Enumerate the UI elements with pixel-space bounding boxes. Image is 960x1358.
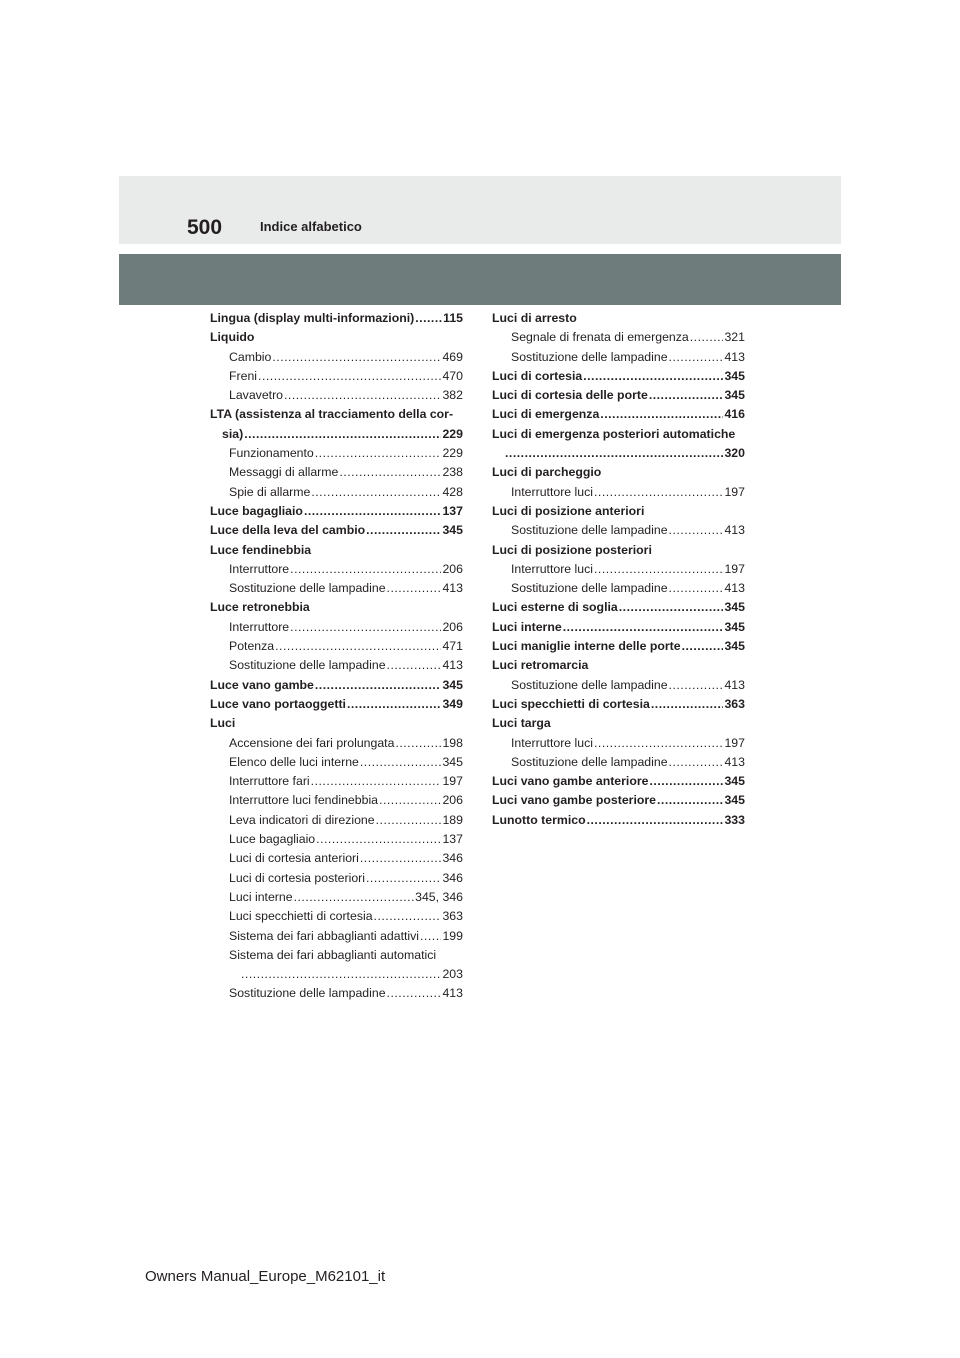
index-entry-page: 199 <box>442 928 463 943</box>
index-entry-page: 206 <box>442 561 463 576</box>
leader-dots <box>669 348 724 367</box>
index-entry-page: 413 <box>442 658 463 673</box>
index-entry-page: 197 <box>724 484 745 499</box>
index-column-left <box>210 309 463 1004</box>
footer-text: Owners Manual_Europe_M62101_it <box>145 1268 386 1285</box>
leader-dots <box>387 579 442 598</box>
index-entry-label: Luci interne <box>229 889 293 904</box>
index-entry <box>492 483 745 502</box>
index-entry-label: Interruttore luci <box>511 561 594 576</box>
index-entry-page: 197 <box>724 561 745 576</box>
index-entry <box>492 695 745 714</box>
leader-dots <box>272 348 441 367</box>
index-entry <box>492 521 745 540</box>
index-entry-label: Luci specchietti di cortesia <box>229 909 373 924</box>
index-entry-label: Luci di cortesia <box>492 368 583 383</box>
index-entry <box>492 367 745 386</box>
index-entry-page: 345 <box>724 368 745 383</box>
index-entry <box>210 965 463 984</box>
index-entry-page: 469 <box>442 349 463 364</box>
index-entry-page: 345 <box>724 388 745 403</box>
index-entry-page: 413 <box>724 349 745 364</box>
index-entry-label: Sostituzione delle lampadine <box>511 523 668 538</box>
leader-dots <box>374 907 442 926</box>
leader-dots <box>387 984 442 1003</box>
index-entry <box>210 309 463 328</box>
index-entry-page: 413 <box>724 523 745 538</box>
index-entry-page: 345 <box>724 619 745 634</box>
index-entry-label: Luci maniglie interne delle porte <box>492 639 681 654</box>
index-entry-page: 413 <box>724 581 745 596</box>
index-entry-label: Luci interne <box>492 619 562 634</box>
index-entry <box>210 714 463 733</box>
index-entry-label: Interruttore fari <box>229 774 310 789</box>
index-entry-page: 470 <box>442 368 463 383</box>
index-entry <box>492 676 745 695</box>
leader-dots <box>360 753 442 772</box>
index-entry <box>492 811 745 830</box>
index-entry <box>492 328 745 347</box>
leader-dots <box>311 772 442 791</box>
index-entry-page: 345, 346 <box>415 889 463 904</box>
leader-dots <box>241 965 441 984</box>
leader-dots <box>311 483 441 502</box>
leader-dots <box>690 328 724 347</box>
index-entry <box>492 753 745 772</box>
leader-dots <box>258 367 441 386</box>
index-entry-page: 137 <box>442 503 463 518</box>
leader-dots <box>315 676 442 695</box>
index-entry-label: Potenza <box>229 639 275 654</box>
index-entry <box>492 463 745 482</box>
index-entry <box>210 348 463 367</box>
index-entry-label: Luci di cortesia anteriori <box>229 851 359 866</box>
index-entry-label: sia) <box>222 426 244 441</box>
index-entry-page: 345 <box>442 677 463 692</box>
leader-dots <box>657 791 723 810</box>
index-entry-label: Sostituzione delle lampadine <box>511 349 668 364</box>
index-entry-label: Luci <box>210 716 236 731</box>
index-entry-label: Sostituzione delle lampadine <box>229 986 386 1001</box>
index-entry-label: Interruttore <box>229 619 290 634</box>
leader-dots <box>366 521 441 540</box>
index-entry-page: 382 <box>442 388 463 403</box>
index-entry <box>210 463 463 482</box>
index-entry <box>210 637 463 656</box>
index-entry-label: Luci specchietti di cortesia <box>492 696 650 711</box>
index-entry <box>210 753 463 772</box>
leader-dots <box>415 309 442 328</box>
leader-dots <box>360 849 442 868</box>
index-entry <box>210 328 463 347</box>
index-entry-page: 413 <box>442 581 463 596</box>
index-entry-label: Sostituzione delle lampadine <box>511 581 668 596</box>
index-entry-page: 321 <box>724 330 745 345</box>
index-entry-page: 346 <box>442 870 463 885</box>
leader-dots <box>669 579 724 598</box>
index-entry-page: 206 <box>442 619 463 634</box>
index-entry-label: Segnale di frenata di emergenza <box>511 330 689 345</box>
index-entry-label: Accensione dei fari prolungata <box>229 735 395 750</box>
index-entry-page: 345 <box>442 754 463 769</box>
index-entry-page: 197 <box>442 774 463 789</box>
index-entry-label: Luci di emergenza posteriori automatiche <box>492 426 736 441</box>
index-entry-label: Sostituzione delle lampadine <box>229 581 386 596</box>
index-entry <box>210 869 463 888</box>
index-entry-page: 345 <box>442 523 463 538</box>
index-entry <box>210 425 463 444</box>
index-entry-label: Spie di allarme <box>229 484 311 499</box>
index-entry-page: 346 <box>442 851 463 866</box>
index-entry <box>210 598 463 617</box>
index-entry-label: Luce bagagliaio <box>229 832 316 847</box>
index-entry-page: 345 <box>724 600 745 615</box>
index-entry <box>492 598 745 617</box>
index-entry-label: Freni <box>229 368 258 383</box>
index-entry-label: Interruttore luci <box>511 735 594 750</box>
index-entry-label: Luci di arresto <box>492 311 577 325</box>
index-entry <box>492 386 745 405</box>
index-entry <box>210 405 463 424</box>
index-entry-label: Lingua (display multi-informazioni) <box>210 311 415 325</box>
leader-dots <box>387 656 442 675</box>
index-entry-label: Sostituzione delle lampadine <box>229 658 386 673</box>
index-entry-label: Funzionamento <box>229 446 314 461</box>
index-entry <box>210 367 463 386</box>
leader-dots <box>244 425 441 444</box>
index-entry-label: Luce fendinebbia <box>210 542 312 557</box>
index-entry <box>210 444 463 463</box>
index-entry-label: Luci vano gambe anteriore <box>492 774 649 789</box>
index-entry-label: Elenco delle luci interne <box>229 754 359 769</box>
index-entry <box>210 984 463 1003</box>
index-entry-page: 238 <box>442 465 463 480</box>
index-entry <box>210 386 463 405</box>
index-entry-page: 345 <box>724 639 745 654</box>
leader-dots <box>366 869 441 888</box>
index-entry-label: Luci esterne di soglia <box>492 600 618 615</box>
section-title: Indice alfabetico <box>260 219 362 234</box>
page-number: 500 <box>187 216 223 239</box>
index-entry <box>210 830 463 849</box>
index-entry-page: 363 <box>724 696 745 711</box>
leader-dots <box>420 927 441 946</box>
index-entry <box>492 791 745 810</box>
leader-dots <box>290 560 441 579</box>
leader-dots <box>669 753 724 772</box>
index-entry <box>210 734 463 753</box>
leader-dots <box>347 695 442 714</box>
index-entry-label: Luci di emergenza <box>492 407 600 422</box>
leader-dots <box>395 734 441 753</box>
leader-dots <box>505 444 723 463</box>
index-entry-label: Sistema dei fari abbaglianti adattivi <box>229 928 420 943</box>
index-entry <box>492 579 745 598</box>
index-entry-label: Luci vano gambe posteriore <box>492 793 656 808</box>
index-entry <box>492 425 745 444</box>
leader-dots <box>650 772 724 791</box>
leader-dots <box>316 830 441 849</box>
index-entry-page: 115 <box>443 311 463 325</box>
index-entry-page: 416 <box>724 407 745 422</box>
index-entry-page: 349 <box>442 696 463 711</box>
leader-dots <box>669 676 724 695</box>
leader-dots <box>376 811 442 830</box>
index-entry <box>210 888 463 907</box>
index-entry <box>492 637 745 656</box>
index-entry-label: Luci targa <box>492 716 551 731</box>
index-entry <box>210 579 463 598</box>
leader-dots <box>379 791 441 810</box>
index-entry <box>210 772 463 791</box>
index-entry-page: 413 <box>442 986 463 1001</box>
index-entry-label: Luce bagagliaio <box>210 503 303 518</box>
leader-dots <box>583 367 723 386</box>
index-entry <box>492 502 745 521</box>
leader-dots <box>619 598 724 617</box>
index-entry <box>210 907 463 926</box>
index-entry-page: 197 <box>724 735 745 750</box>
index-entry-label: LTA (assistenza al tracciamento della cor- <box>210 407 454 422</box>
index-entry <box>210 676 463 695</box>
index-entry-label: Luce retronebbia <box>210 600 310 615</box>
index-entry-page: 320 <box>724 446 745 461</box>
index-entry-page: 203 <box>442 967 463 982</box>
index-entry <box>492 734 745 753</box>
index-entry <box>492 772 745 791</box>
index-entry-page: 198 <box>442 735 463 750</box>
index-entry-page: 206 <box>442 793 463 808</box>
index-entry <box>492 714 745 733</box>
leader-dots <box>594 734 723 753</box>
leader-dots <box>682 637 724 656</box>
index-entry-page: 229 <box>442 446 463 461</box>
index-entry-label: Messaggi di allarme <box>229 465 339 480</box>
index-entry <box>210 541 463 560</box>
index-entry-label: Leva indicatori di direzione <box>229 812 375 827</box>
index-entry <box>492 309 745 328</box>
index-entry <box>210 521 463 540</box>
index-entry <box>492 618 745 637</box>
index-entry-label: Sostituzione delle lampadine <box>511 677 668 692</box>
leader-dots <box>651 695 724 714</box>
index-entry-label: Luci di cortesia posteriori <box>229 870 366 885</box>
leader-dots <box>649 386 724 405</box>
index-entry-page: 413 <box>724 677 745 692</box>
index-entry <box>210 560 463 579</box>
index-entry <box>492 560 745 579</box>
index-entry-page: 428 <box>442 484 463 499</box>
index-entry <box>210 946 463 965</box>
index-column-right <box>492 309 745 830</box>
index-entry-label: Luci di parcheggio <box>492 465 602 480</box>
leader-dots <box>290 618 441 637</box>
index-entry <box>210 695 463 714</box>
leader-dots <box>600 405 723 424</box>
index-entry-label: Cambio <box>229 349 272 364</box>
index-entry-page: 137 <box>442 832 463 847</box>
index-entry <box>210 849 463 868</box>
section-banner <box>119 254 841 305</box>
leader-dots <box>294 888 415 907</box>
leader-dots <box>315 444 442 463</box>
leader-dots <box>587 811 724 830</box>
index-entry-label: Luci retromarcia <box>492 658 589 673</box>
index-entry <box>210 618 463 637</box>
leader-dots <box>339 463 441 482</box>
index-entry <box>210 927 463 946</box>
index-entry-label: Lavavetro <box>229 388 284 403</box>
index-entry-page: 471 <box>442 639 463 654</box>
index-entry-label: Interruttore luci <box>511 484 594 499</box>
leader-dots <box>563 618 724 637</box>
index-entry-page: 345 <box>724 793 745 808</box>
index-entry <box>210 502 463 521</box>
header-band <box>119 176 841 244</box>
index-entry-page: 413 <box>724 754 745 769</box>
leader-dots <box>594 483 723 502</box>
index-entry-page: 363 <box>442 909 463 924</box>
index-entry <box>210 811 463 830</box>
leader-dots <box>304 502 442 521</box>
leader-dots <box>669 521 724 540</box>
index-entry-label: Lunotto termico <box>492 812 586 827</box>
index-entry-label: Sostituzione delle lampadine <box>511 754 668 769</box>
index-entry-page: 333 <box>724 812 745 827</box>
leader-dots <box>594 560 723 579</box>
index-entry-page: 229 <box>442 426 463 441</box>
index-entry <box>492 541 745 560</box>
index-entry-label: Luci di posizione posteriori <box>492 542 652 557</box>
leader-dots <box>275 637 441 656</box>
index-entry <box>492 444 745 463</box>
index-entry-label: Luci di cortesia delle porte <box>492 388 648 403</box>
index-entry-label: Luce vano portaoggetti <box>210 696 346 711</box>
index-entry-label: Luce della leva del cambio <box>210 523 366 538</box>
index-entry <box>492 348 745 367</box>
index-entry <box>210 791 463 810</box>
index-entry-label: Interruttore <box>229 561 290 576</box>
index-entry <box>492 405 745 424</box>
index-entry <box>492 656 745 675</box>
index-entry-label: Luce vano gambe <box>210 677 314 692</box>
index-entry-label: Liquido <box>210 330 255 345</box>
index-entry <box>210 483 463 502</box>
index-entry-page: 189 <box>442 812 463 827</box>
index-entry-label: Interruttore luci fendinebbia <box>229 793 379 808</box>
index-entry-label: Luci di posizione anteriori <box>492 503 645 518</box>
index-entry-label: Sistema dei fari abbaglianti automatici <box>229 947 437 962</box>
leader-dots <box>284 386 441 405</box>
index-entry-page: 345 <box>724 774 745 789</box>
index-entry <box>210 656 463 675</box>
